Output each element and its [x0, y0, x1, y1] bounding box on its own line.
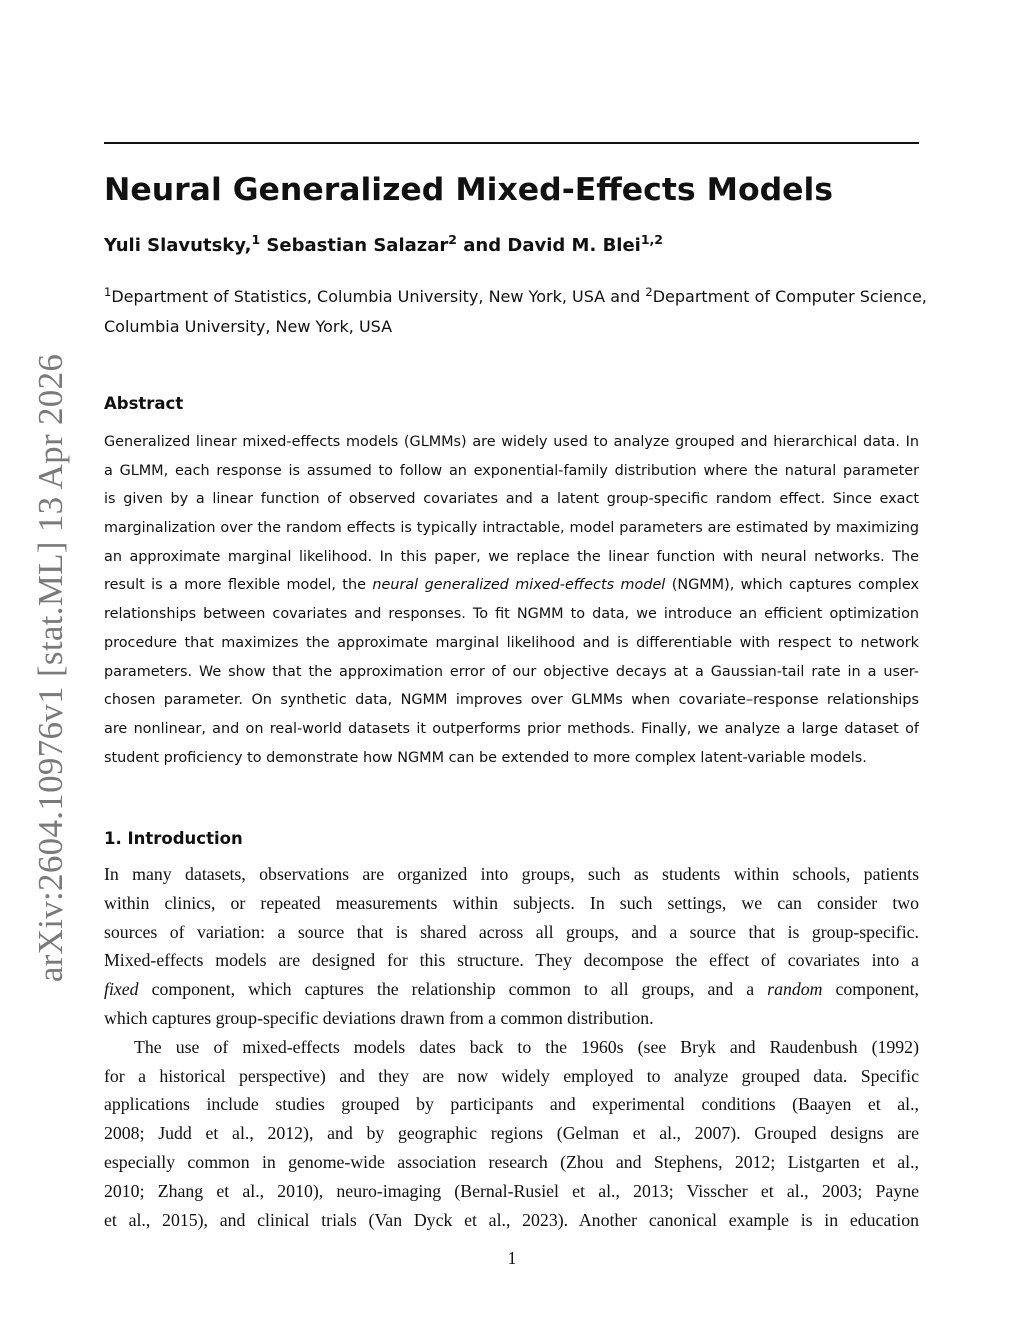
abstract-line: student proficiency to demonstrate how NGMM can be extended to more complex latent-variable models.	[104, 749, 867, 766]
abstract-text: result is a more flexible model, the	[104, 577, 373, 594]
title-rule	[104, 142, 919, 144]
affiliation-text: Department of Statistics, Columbia University, New York, USA and	[111, 287, 646, 306]
affiliation-line	[104, 282, 926, 312]
arxiv-identifier-stamp: arXiv:2604.10976v1 [stat.ML] 13 Apr 2026	[31, 353, 70, 983]
body-line: 2010; Zhang et al., 2010), neuro-imaging (Bernal-Rusiel et al., 2013; Visscher et al., 2003; Payne	[104, 1180, 919, 1201]
author-affiliation-mark: 2	[448, 232, 457, 247]
paper-title: Neural Generalized Mixed-Effects Models	[104, 172, 834, 208]
random-emphasis: random	[767, 979, 823, 1000]
body-line: The use of mixed-effects models dates back to the 1960s (see Bryk and Raudenbush (1992)	[134, 1036, 919, 1057]
author-name: Sebastian Salazar	[266, 235, 449, 256]
body-line: within clinics, or repeated measurements within subjects. In such settings, we can consider two	[104, 892, 919, 913]
author-list	[104, 229, 919, 263]
abstract-line: a GLMM, each response is assumed to follow an exponential-family distribution where the natural parameter	[104, 462, 919, 479]
body-line: In many datasets, observations are organized into groups, such as students within schools, patients	[104, 864, 919, 884]
affiliation-mark: 2	[645, 285, 653, 299]
abstract-line: marginalization over the random effects is typically intractable, model parameters are estimated by maximizing	[104, 520, 919, 537]
abstract-line	[104, 571, 919, 600]
author-affiliation-mark: 1	[251, 232, 261, 247]
body-line: et al., 2015), and clinical trials (Van Dyck et al., 2023). Another canonical example is in education	[104, 1209, 919, 1230]
body-text: component,	[822, 979, 919, 1000]
body-line: especially common in genome-wide association research (Zhou and Stephens, 2012; Listgarten et al.,	[104, 1151, 919, 1172]
author-connector: and	[463, 235, 502, 256]
abstract-line: are nonlinear, and on real-world datasets it outperforms prior methods. Finally, we analyze a large dataset of	[104, 720, 919, 737]
abstract-line: Generalized linear mixed-effects models (GLMMs) are widely used to analyze grouped and hierarchical data. In	[104, 434, 919, 450]
introduction-body	[104, 860, 919, 1234]
affiliation-text: Department of Computer Science,	[652, 287, 927, 306]
abstract-text: (NGMM), which captures complex	[665, 577, 919, 594]
body-line: sources of variation: a source that is shared across all groups, and a source that is group-specific.	[104, 921, 919, 942]
body-line	[104, 975, 919, 1004]
body-text: component, which captures the relationship common to all groups, and a	[138, 979, 768, 1000]
page-number: 1	[507, 1248, 517, 1268]
abstract-line: chosen parameter. On synthetic data, NGMM improves over GLMMs when covariate–response relationships	[104, 692, 919, 709]
abstract-heading: Abstract	[104, 394, 184, 413]
abstract-body	[104, 428, 919, 772]
abstract-line: parameters. We show that the approximation error of our objective decays at a Gaussian-tail rate in a user-	[104, 663, 919, 680]
fixed-emphasis: fixed	[104, 979, 139, 1000]
author-affiliation-mark: 1,2	[640, 232, 663, 247]
abstract-line: an approximate marginal likelihood. In this paper, we replace the linear function with neural networks. The	[104, 548, 919, 565]
model-name-emphasis: neural generalized mixed-effects model	[372, 577, 666, 594]
body-line: Mixed-effects models are designed for this structure. They decompose the effect of covariates into a	[104, 950, 919, 971]
abstract-line: is given by a linear function of observed covariates and a latent group-specific random effect. Since exact	[104, 491, 919, 508]
author-name: Yuli Slavutsky,	[104, 235, 252, 256]
body-line: applications include studies grouped by participants and experimental conditions (Baayen et al.,	[104, 1094, 919, 1115]
body-line: for a historical perspective) and they are now widely employed to analyze grouped data. Specific	[104, 1065, 919, 1086]
abstract-line: relationships between covariates and responses. To fit NGMM to data, we introduce an efficient optimization	[104, 606, 919, 623]
body-line: 2008; Judd et al., 2012), and by geographic regions (Gelman et al., 2007). Grouped designs are	[104, 1123, 919, 1144]
section-heading-introduction: 1. Introduction	[104, 829, 243, 848]
affiliation-line: Columbia University, New York, USA	[104, 317, 393, 336]
body-line: which captures group-specific deviations drawn from a common distribution.	[104, 1007, 654, 1028]
abstract-line: procedure that maximizes the approximate marginal likelihood and is differentiable with respect to network	[104, 634, 919, 651]
author-name: David M. Blei	[507, 235, 641, 256]
affiliations	[104, 282, 926, 342]
affiliation-mark: 1	[104, 285, 112, 299]
